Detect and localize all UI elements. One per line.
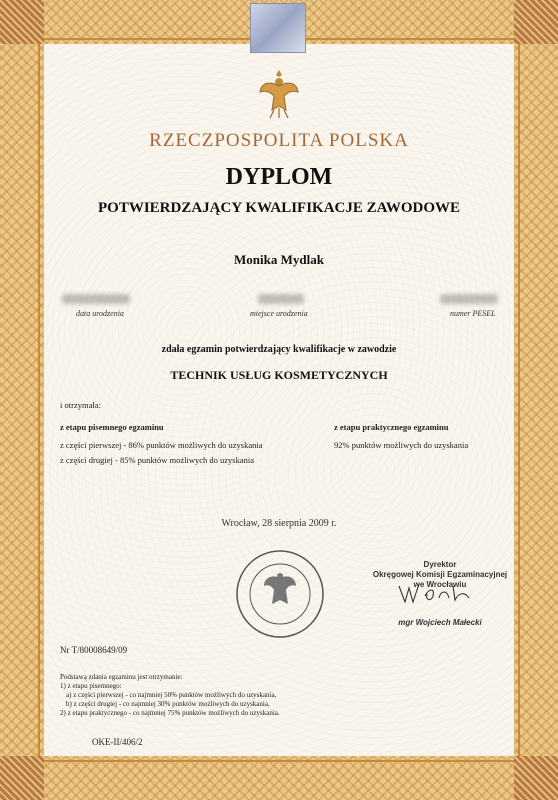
received-label: i otrzymała: (60, 400, 101, 410)
signer-role-line3: we Wrocławiu (413, 580, 467, 589)
written-part2-result: z części drugiej - 85% punktów możliwych do uzyskania (60, 455, 255, 465)
corner-ornament-top-right (514, 0, 558, 44)
basis-line1: 1) z etapu pisemnego: (60, 682, 122, 690)
birth-date-redacted (62, 294, 130, 304)
form-code: OKE-II/406/2 (92, 737, 143, 747)
birth-date-caption: data urodzenia (76, 309, 124, 318)
profession-title: TECHNIK USŁUG KOSMETYCZNYCH (170, 368, 388, 382)
issue-place-date: Wrocław, 28 sierpnia 2009 r. (221, 518, 337, 529)
pesel-redacted (440, 294, 498, 304)
practical-result: 92% punktów możliwych do uzyskania (334, 440, 469, 450)
birth-place-redacted (258, 294, 304, 304)
official-seal-icon (234, 548, 326, 640)
holder-name: Monika Mydlak (234, 252, 324, 267)
diploma-number: Nr T/80008649/09 (60, 645, 128, 655)
diploma-subtitle: POTWIERDZAJĄCY KWALIFIKACJE ZAWODOWE (98, 200, 460, 216)
signer-role-line2: Okręgowej Komisji Egzaminacyjnej (372, 570, 508, 579)
exam-passed-text: zdała egzamin potwierdzający kwalifikacje w zawodzie (161, 344, 397, 355)
eagle-emblem-icon (258, 66, 300, 120)
written-part1-result: z części pierwszej - 86% punktów możliwych do uzyskania (60, 440, 263, 450)
signer-name: mgr Wojciech Małecki (398, 618, 482, 627)
signer-role-line1: Dyrektor (423, 560, 457, 569)
birth-place-caption: miejsce urodzenia (250, 309, 308, 318)
country-heading: RZECZPOSPOLITA POLSKA (149, 130, 409, 151)
basis-heading: Podstawą zdania egzaminu jest otrzymanie: (60, 673, 183, 681)
corner-ornament-bottom-left (0, 756, 44, 800)
basis-line4: 2) z etapu praktycznego - co najmniej 75% punktów możliwych do uzyskania. (60, 709, 280, 717)
basis-line3: b) z części drugiej - co najmniej 30% punktów możliwych do uzyskania, (66, 700, 270, 708)
pesel-caption: numer PESEL (450, 309, 496, 318)
written-exam-heading: z etapu pisemnego egzaminu (60, 422, 164, 432)
corner-ornament-bottom-right (514, 756, 558, 800)
diploma-title: DYPLOM (225, 164, 333, 190)
handwritten-signature-icon (395, 580, 475, 606)
corner-ornament-top-left (0, 0, 44, 44)
practical-exam-heading: z etapu praktycznego egzaminu (334, 422, 449, 432)
basis-line2: a) z części pierwszej - co najmniej 50% punktów możliwych do uzyskania, (66, 691, 277, 699)
hologram-stamp (250, 3, 306, 53)
